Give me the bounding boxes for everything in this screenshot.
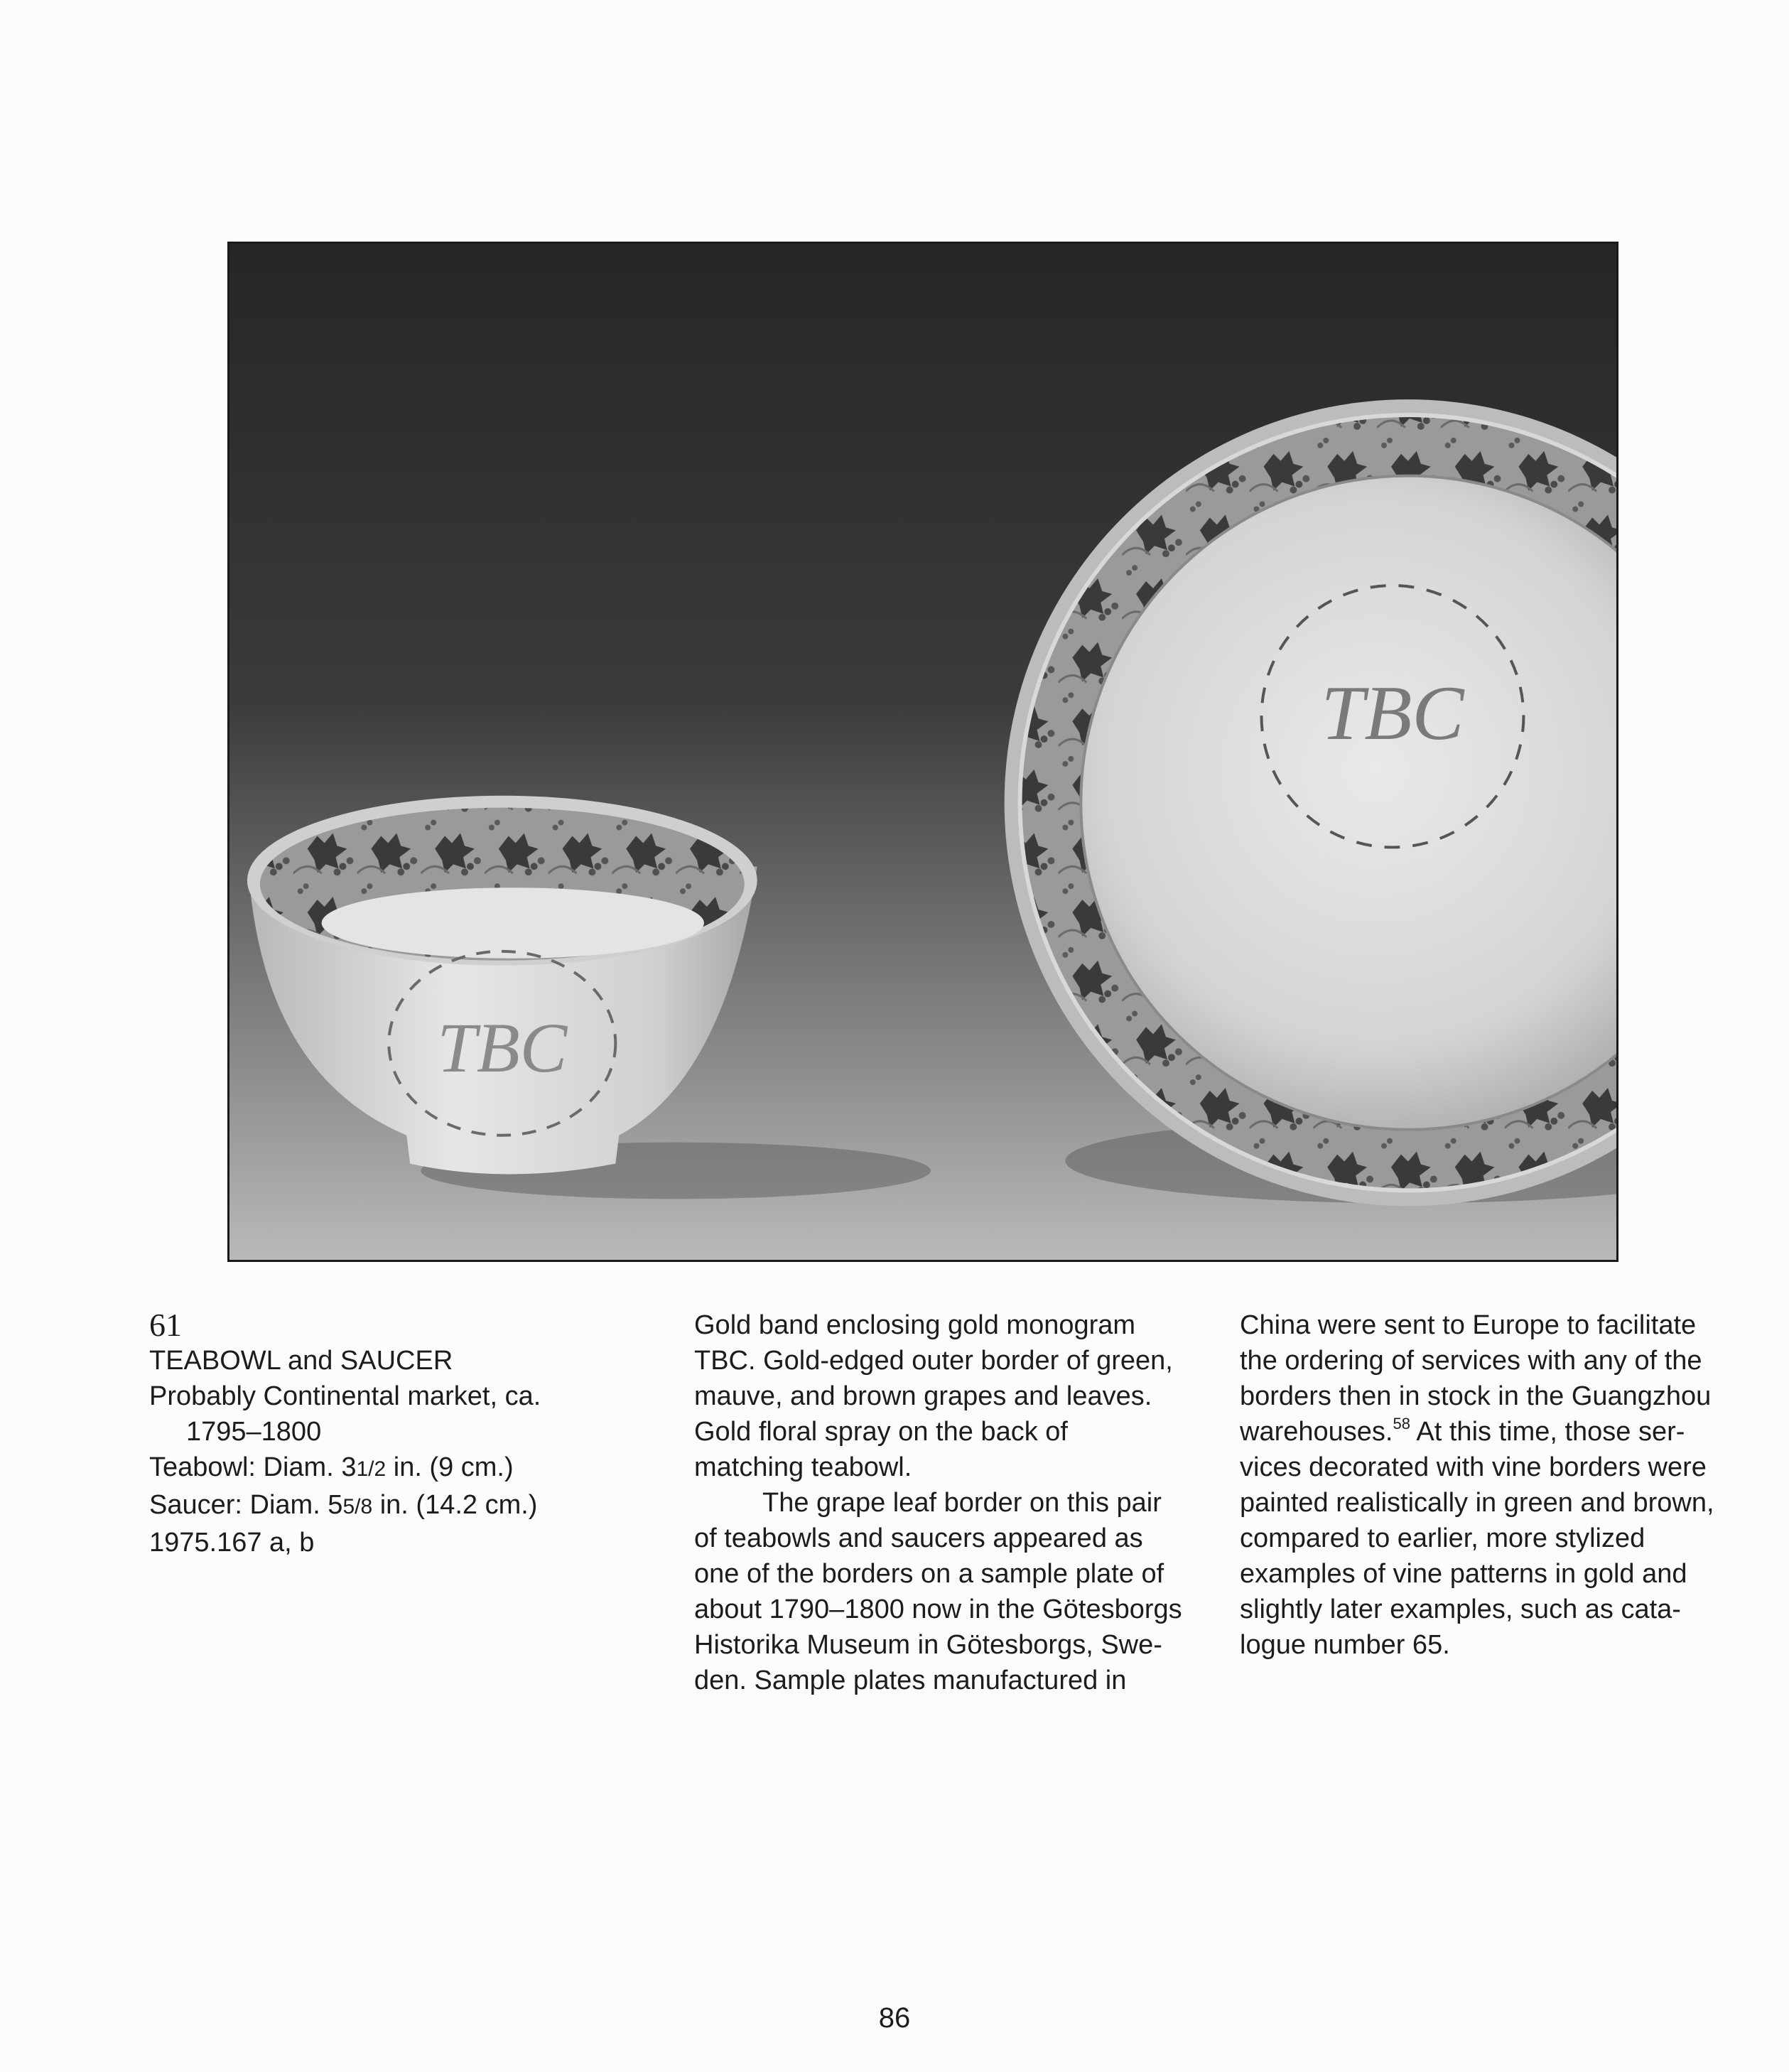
saucer-dim-fraction: 5/8 bbox=[342, 1495, 373, 1518]
saucer-dim-suffix: in. (14.2 cm.) bbox=[372, 1490, 538, 1520]
essay-line: Historika Museum in Götesborgs, Swe- bbox=[694, 1630, 1162, 1660]
description-line: TBC. Gold-edged outer border of green, bbox=[694, 1346, 1173, 1376]
essay-line: slightly later examples, such as cata- bbox=[1240, 1595, 1681, 1624]
accession-number: 1975.167 a, b bbox=[149, 1528, 315, 1558]
continuation-column bbox=[1240, 1307, 1723, 1663]
essay-line-with-footnote bbox=[1240, 1414, 1723, 1450]
page-number: 86 bbox=[878, 2002, 911, 2034]
teabowl-dim-prefix: Teabowl: Diam. 3 bbox=[149, 1452, 357, 1482]
essay-line: examples of vine patterns in gold and bbox=[1240, 1559, 1687, 1589]
essay-line: China were sent to Europe to facilitate bbox=[1240, 1310, 1697, 1340]
essay-line: compared to earlier, more stylized bbox=[1240, 1523, 1645, 1553]
essay-line: one of the borders on a sample plate of bbox=[694, 1559, 1164, 1589]
origin-line-1: Probably Continental market, ca. bbox=[149, 1381, 541, 1411]
catalogue-entry bbox=[149, 1307, 547, 1560]
photo-svg bbox=[229, 244, 1616, 1260]
catalogue-number: 61 bbox=[149, 1307, 182, 1343]
essay-line: The grape leaf border on this pair bbox=[762, 1488, 1162, 1518]
saucer-dim-prefix: Saucer: Diam. 5 bbox=[149, 1490, 343, 1520]
essay-line: vices decorated with vine borders were bbox=[1240, 1452, 1707, 1482]
saucer-monogram bbox=[1321, 669, 1465, 756]
essay-line: den. Sample plates manufactured in bbox=[694, 1666, 1127, 1695]
description-line: Gold band enclosing gold monogram bbox=[694, 1310, 1136, 1340]
essay-line: of teabowls and saucers appeared as bbox=[694, 1523, 1143, 1553]
teabowl-dim-fraction: 1/2 bbox=[356, 1457, 387, 1481]
footnote-reference[interactable]: 58 bbox=[1393, 1415, 1410, 1432]
footnote-line-prefix: warehouses. bbox=[1240, 1417, 1393, 1447]
footnote-line-suffix: At this time, those ser- bbox=[1410, 1417, 1685, 1447]
svg-text:TBC: TBC bbox=[1321, 669, 1464, 757]
description-line: matching teabowl. bbox=[694, 1452, 912, 1482]
essay-line: the ordering of services with any of the bbox=[1240, 1346, 1702, 1376]
essay-line: borders then in stock in the Guangzhou bbox=[1240, 1381, 1712, 1411]
essay-line: painted realistically in green and brown, bbox=[1240, 1488, 1714, 1518]
teabowl-dim-suffix: in. (9 cm.) bbox=[386, 1452, 514, 1482]
object-title: TEABOWL and SAUCER bbox=[149, 1346, 453, 1376]
origin-line-2: 1795–1800 bbox=[186, 1417, 322, 1447]
teabowl-dimensions bbox=[149, 1450, 547, 1487]
description-column bbox=[694, 1307, 1182, 1698]
description-line: Gold floral spray on the back of bbox=[694, 1417, 1068, 1447]
saucer-dimensions bbox=[149, 1487, 547, 1525]
svg-text:TBC: TBC bbox=[437, 1008, 568, 1088]
teabowl-interior bbox=[322, 887, 704, 959]
essay-line: logue number 65. bbox=[1240, 1630, 1450, 1660]
description-line: mauve, and brown grapes and leaves. bbox=[694, 1381, 1152, 1411]
teabowl-monogram bbox=[437, 1008, 568, 1087]
essay-line: about 1790–1800 now in the Götesborgs bbox=[694, 1595, 1182, 1624]
photograph-teabowl-and-saucer bbox=[227, 242, 1618, 1262]
